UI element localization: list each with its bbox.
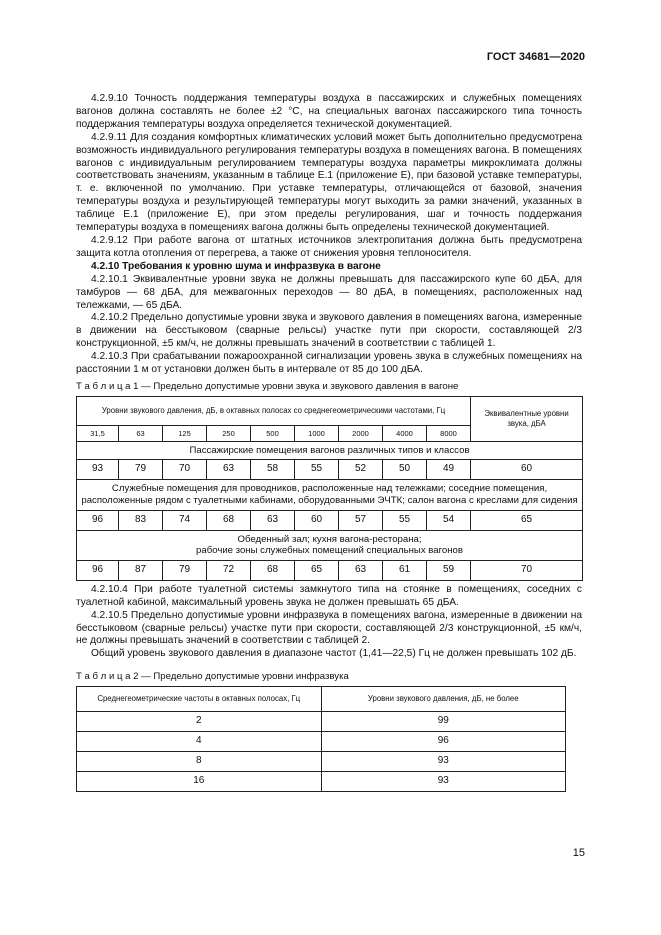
table-cell: 79 <box>119 460 163 480</box>
table-cell: 63 <box>339 560 383 580</box>
table-cell: 96 <box>77 510 119 530</box>
table1-caption: Т а б л и ц а 1 — Предельно допустимые уровни звука и звукового давления в вагоне <box>76 380 459 392</box>
table-cell: 65 <box>295 560 339 580</box>
table-cell: 59 <box>427 560 471 580</box>
table2-col1-header: Среднегеометрические частоты в октавных полосах, Гц <box>77 687 322 712</box>
table-cell: 16 <box>77 772 322 792</box>
table-cell: 63 <box>207 460 251 480</box>
paragraph: 4.2.9.12 При работе вагона от штатных источников электропитания должна быть предусмотрена защита котла отопления от перегрева, а также от снижения уровня теплоносителя. <box>76 234 582 259</box>
table-cell: 96 <box>321 732 566 752</box>
frequency-header: 4000 <box>383 425 427 441</box>
table-cell: 61 <box>383 560 427 580</box>
paragraph: 4.2.9.10 Точность поддержания температуры воздуха в пассажирских и служебных помещениях вагонов должна составлять не более ±2 °С, на специальных вагонах пассажирского типа точность поддержания температуры воздуха определяется технической документацией. <box>76 93 582 130</box>
document-header: ГОСТ 34681—2020 <box>486 51 585 63</box>
table-cell: 2 <box>77 712 322 732</box>
page-number: 15 <box>572 847 585 859</box>
table-cell: 4 <box>77 732 322 752</box>
table-cell: 60 <box>471 460 583 480</box>
table-row <box>77 460 583 480</box>
table-cell: 99 <box>321 712 566 732</box>
table-cell: 79 <box>163 560 207 580</box>
paragraph: 4.2.9.11 Для создания комфортных климатических условий может быть дополнительно предусмотрена возможность индивидуального регулирования температуры воздуха в помещениях вагона. В помещениях вагонов с индивидуальным регулированием температуры воздуха параметры микроклимата должны соответствовать значениям, указанным в таблице Е.1 (приложение Е), при базовой уставке температуры, т. е. включенной по умолчанию. При уставке температуры, отличающейся от базовой, значения температуры воздуха и результирующей температуры могут выходить за рамки значений, указанных в таблице Е.1 (приложение Е), при этом пределы регулирования, шаг и точность поддержания температуры воздуха в помещениях вагона должны быть определены технической документацией. <box>76 131 582 234</box>
table-cell: 70 <box>163 460 207 480</box>
table2-caption: Т а б л и ц а 2 — Предельно допустимые уровни инфразвука <box>76 671 349 683</box>
table-cell: 83 <box>119 510 163 530</box>
frequency-header: 31,5 <box>77 425 119 441</box>
table-cell: 74 <box>163 510 207 530</box>
table-cell: 49 <box>427 460 471 480</box>
table-row <box>77 752 566 772</box>
table-row <box>77 560 583 580</box>
table-cell: 65 <box>471 510 583 530</box>
table-cell: 54 <box>427 510 471 530</box>
table-cell: 70 <box>471 560 583 580</box>
frequency-header: 125 <box>163 425 207 441</box>
table-cell: 93 <box>321 772 566 792</box>
section-heading: 4.2.10 Требования к уровню шума и инфразвука в вагоне <box>91 260 381 272</box>
table-row <box>77 772 566 792</box>
paragraph: Общий уровень звукового давления в диапазоне частот (1,41—22,5) Гц не должен превышать 102 дБ. <box>91 648 577 660</box>
table-2 <box>76 686 566 792</box>
table-cell: 72 <box>207 560 251 580</box>
table1-section-title: Служебные помещения для проводников, расположенные над тележками; соседние помещения, расположенные рядом с туалетными кабинами, оборудованными ЭЧТК; салон вагона с креслами для сидения <box>77 480 583 510</box>
table-cell: 87 <box>119 560 163 580</box>
table1-eq-header: Эквивалентные уровни звука, дБА <box>471 396 583 441</box>
paragraph: 4.2.10.2 Предельно допустимые уровни звука и звукового давления в помещениях вагона, измеренные в движении на бесстыковом (сварные рельсы) участке пути при скорости, составляющей 2/3 конструкционной, ±5 км/ч, не должны превышать значений в соответствии с таблицей 1. <box>76 312 582 350</box>
paragraph: 4.2.10.5 Предельно допустимые уровни инфразвука в помещениях вагона, измеренные в движении на бесстыковом (сварные рельсы) участке пути при скорости, составляющей 2/3 конструкционной, ±5 км/ч, не должны превышать значений в соответствии с таблицей 2. <box>76 609 582 647</box>
paragraphs-before <box>76 93 582 377</box>
table2-col2-header: Уровни звукового давления, дБ, не более <box>321 687 566 712</box>
table-cell: 55 <box>383 510 427 530</box>
paragraph: 4.2.10.1 Эквивалентные уровни звука не должны превышать для пассажирского купе 60 дБА, для тамбуров — 68 дБА, для межвагонных переходов — 80 дБА, в помещениях, расположенных над тележками, — 65 дБА. <box>76 273 582 311</box>
table-cell: 50 <box>383 460 427 480</box>
frequency-header: 2000 <box>339 425 383 441</box>
table1-section-title: Пассажирские помещения вагонов различных типов и классов <box>77 441 583 460</box>
table-cell: 52 <box>339 460 383 480</box>
table-cell: 68 <box>207 510 251 530</box>
frequency-header: 8000 <box>427 425 471 441</box>
table-cell: 57 <box>339 510 383 530</box>
table1-group-header: Уровни звукового давления, дБ, в октавных полосах со среднегеометрическими частотами, Гц <box>77 396 471 425</box>
table-cell: 93 <box>77 460 119 480</box>
table-cell: 93 <box>321 752 566 772</box>
table-row <box>77 510 583 530</box>
table-cell: 8 <box>77 752 322 772</box>
table-row <box>77 732 566 752</box>
table1-section-title: Обеденный зал; кухня вагона-ресторана; рабочие зоны служебных помещений специальных вагонов <box>77 530 583 560</box>
paragraphs-after <box>76 584 582 661</box>
page-content <box>76 93 582 792</box>
paragraph: 4.2.10.4 При работе туалетной системы замкнутого типа на стоянке в помещениях, соседних с туалетной кабиной, максимальный уровень звука не должен превышать 65 дБА. <box>76 583 582 608</box>
frequency-header: 500 <box>251 425 295 441</box>
frequency-header: 1000 <box>295 425 339 441</box>
frequency-header: 63 <box>119 425 163 441</box>
table-cell: 63 <box>251 510 295 530</box>
frequency-header: 250 <box>207 425 251 441</box>
table-cell: 55 <box>295 460 339 480</box>
paragraph: 4.2.10.3 При срабатывании пожароохранной сигнализации уровень звука в служебных помещениях на расстоянии 1 м от установки должен быть в интервале от 85 до 100 дБА. <box>76 351 582 376</box>
table-cell: 58 <box>251 460 295 480</box>
table-cell: 60 <box>295 510 339 530</box>
table-1 <box>76 396 583 581</box>
table-cell: 96 <box>77 560 119 580</box>
table-row <box>77 712 566 732</box>
table-cell: 68 <box>251 560 295 580</box>
